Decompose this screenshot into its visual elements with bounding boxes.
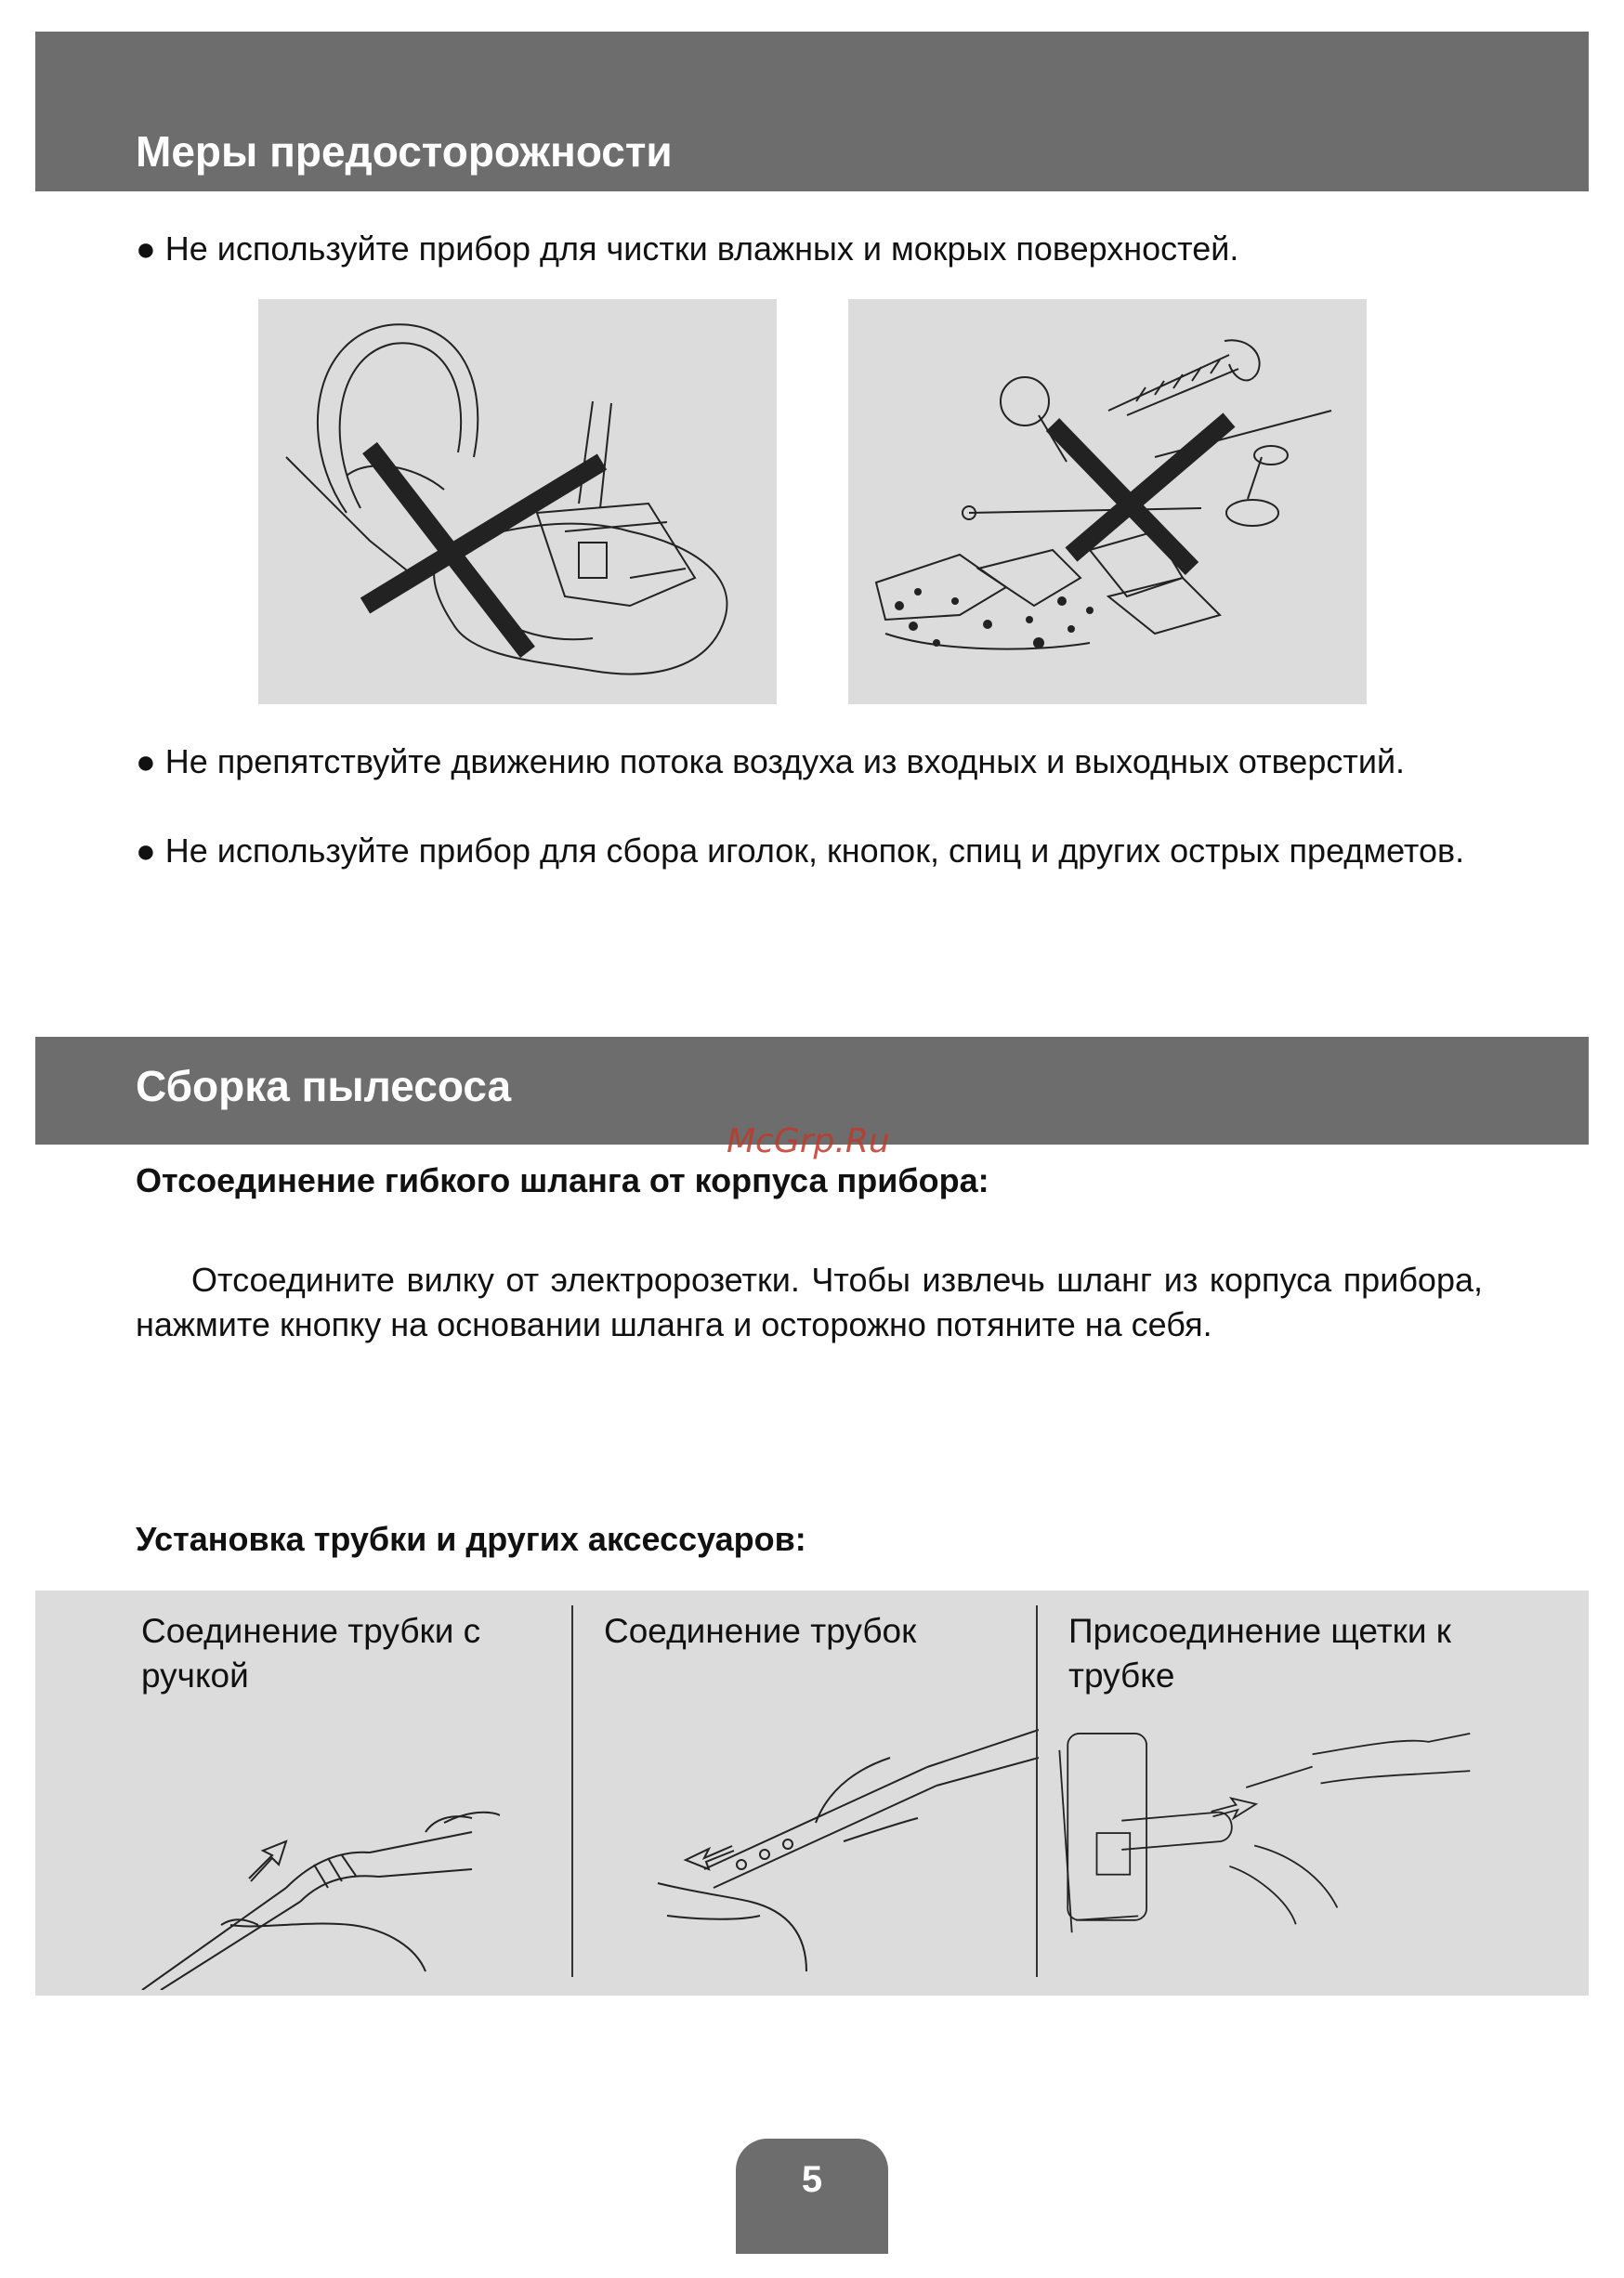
- step-tube-to-handle: [35, 1591, 500, 1996]
- hose-heading: Отсоединение гибкого шланга от корпуса прибора:: [136, 1161, 989, 1199]
- step-label: Присоединение щетки к трубке: [1068, 1612, 1451, 1695]
- tubes-drawing: [574, 1693, 1039, 1990]
- brush-drawing: [1039, 1693, 1503, 1990]
- accessories-panel: [35, 1591, 1589, 1996]
- section-title-assembly: Сборка пылесоса: [136, 1062, 512, 1110]
- step-label: Соединение трубки с ручкой: [141, 1612, 481, 1695]
- sharp-objects-illustration: [848, 299, 1367, 704]
- bullet-airflow: ● Не препятствуйте движению потока воздуха из входных и выходных отверстий.: [136, 742, 1406, 780]
- wet-surface-illustration: [258, 299, 777, 704]
- step-brush-to-tube: [1039, 1591, 1559, 1996]
- step-label: Соединение трубок: [604, 1612, 917, 1650]
- bullet-sharp-objects: ● Не используйте прибор для сбора иголок, кнопок, спиц и других острых предметов.: [136, 831, 1465, 870]
- bullet-wet-surfaces: ● Не используйте прибор для чистки влажных и мокрых поверхностей.: [136, 229, 1239, 268]
- page-number-tab: [736, 2139, 888, 2254]
- hose-instructions: Отсоедините вилку от электророзетки. Чтобы извлечь шланг из корпуса прибора, нажмите кнопку на основании шланга и осторожно потяните на себя.: [136, 1261, 1483, 1343]
- page-number: 5: [801, 2159, 823, 2200]
- wet-surface-drawing: [258, 299, 777, 704]
- section-title-precautions: Меры предосторожности: [136, 127, 673, 176]
- column-divider: [571, 1605, 573, 1977]
- accessories-heading: Установка трубки и других аксессуаров:: [136, 1520, 806, 1558]
- step-tubes-together: [574, 1591, 1039, 1996]
- watermark: McGrp.Ru: [727, 1122, 890, 1160]
- tube-handle-drawing: [35, 1693, 500, 1990]
- column-divider: [1036, 1605, 1038, 1977]
- sharp-objects-drawing: [848, 299, 1367, 704]
